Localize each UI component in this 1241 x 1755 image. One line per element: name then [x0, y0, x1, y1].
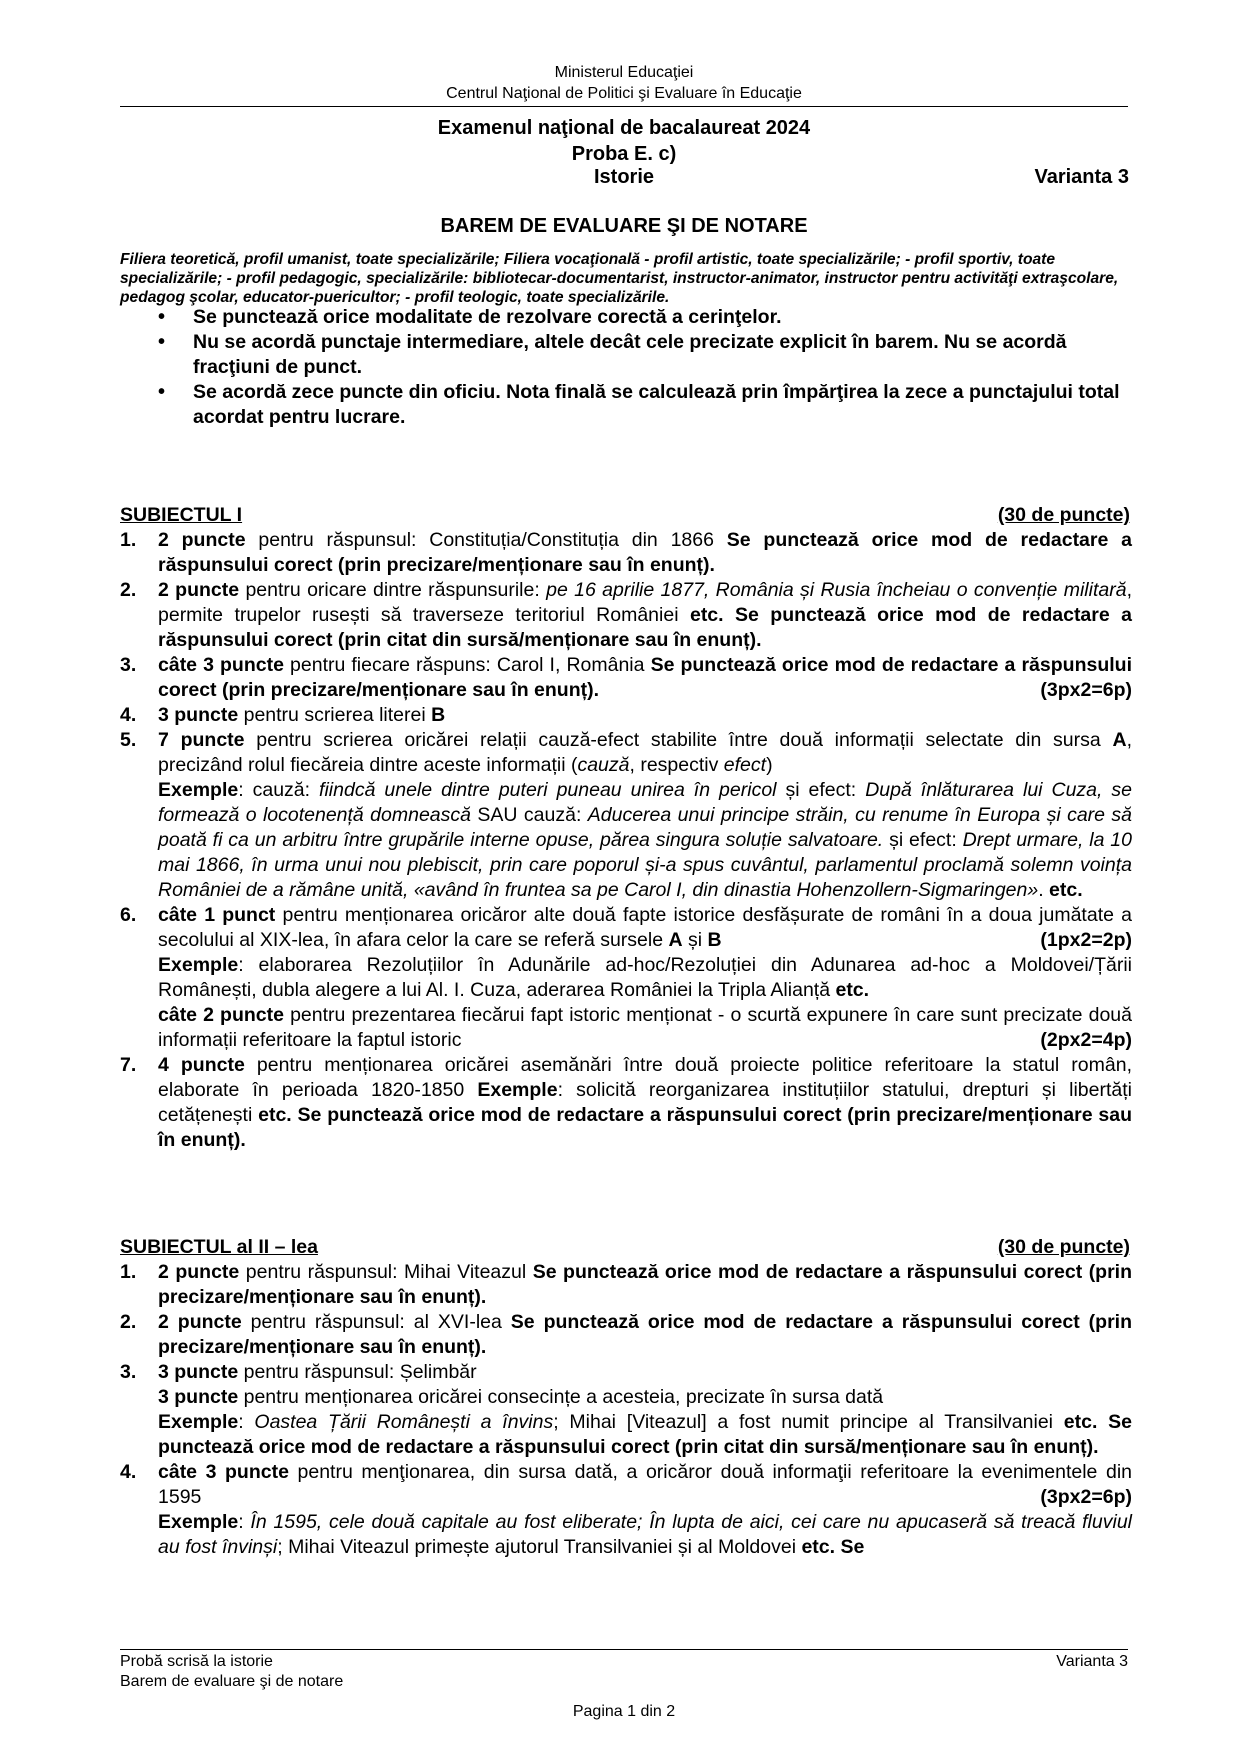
item-text: pentru răspunsul: Mihai Viteazul	[239, 1261, 533, 1283]
example-quote: Drept urmare, la 10 mai 1866, în urma unui nou plebiscit, prin care poporul și-a spus cuvântul, parlamentul proclamă solemn voința României de a rămâne unită, «având în fruntea sa pe Carol I, din dinastia Hohenzollern-Sigmaringen»	[158, 829, 1132, 901]
examples-label: Exemple	[477, 1079, 558, 1101]
examples-label: Exemple	[158, 1511, 239, 1533]
example-quote: fiindcă unele dintre puteri puneau unirea în pericol	[319, 779, 777, 801]
section-2-items	[120, 1260, 1132, 1560]
item-text: pentru fiecare răspuns: Carol I, România	[283, 654, 651, 676]
item-text: pentru menţionarea, din sursa dată, a oricăror două informaţii referitoare la evenimentele din 1595	[158, 1461, 1132, 1508]
item-number: 5.	[120, 729, 137, 751]
section-points: (30 de puncte)	[997, 504, 1130, 526]
item-points: câte 3 puncte	[158, 1461, 289, 1483]
section-title: SUBIECTUL I	[120, 504, 243, 526]
item-text: pentru menționarea oricăror alte două fapte istorice desfășurate de români în a doua jumătate a secolului al XIX-lea, în afara celor la care se referă sursele	[158, 904, 1132, 951]
item-number: 1.	[120, 1261, 137, 1283]
item-term: efect	[723, 754, 767, 776]
item-score: (3px2=6p)	[1040, 679, 1132, 701]
item-note: Se punctează orice mod de redactare a răspunsului corect (prin precizare/menționare sau în enunț).	[158, 529, 1132, 576]
item-text: pentru menționarea oricărei consecințe a acesteia, precizate în sursa dată	[238, 1386, 884, 1408]
rule-item: • Se punctează orice modalitate de rezolvare corectă a cerinţelor.	[155, 305, 1130, 330]
item-text: și	[682, 929, 708, 951]
barem-title: BAREM DE EVALUARE ŞI DE NOTARE	[440, 215, 808, 237]
variant-label: Varianta 3	[1034, 166, 1129, 188]
item-score: (3px2=6p)	[1040, 1486, 1132, 1508]
item-paragraph	[158, 1003, 1132, 1053]
item-note: etc. Se punctează orice mod de redactare a răspunsului corect (prin citat din sursă/menționare sau în enunț).	[158, 604, 1132, 651]
item-2	[120, 578, 1132, 653]
item-note: etc. Se punctează orice mod de redactare a răspunsului corect (prin precizare/menționare sau în enunț).	[158, 1104, 1132, 1151]
example-text: și efect:	[776, 779, 866, 801]
example-text: ; Mihai [Viteazul] a fost numit principe al Transilvaniei	[553, 1411, 1064, 1433]
item-text: pentru răspunsul: Șelimbăr	[238, 1361, 477, 1383]
item-number: 1.	[120, 529, 137, 551]
example-text: ; Mihai Viteazul primește ajutorul Transilvaniei și al Moldovei	[277, 1536, 802, 1558]
item-examples	[158, 953, 1132, 1003]
item-paragraph	[158, 728, 1132, 778]
item-text: pentru menționarea oricărei asemănări între două proiecte politice referitoare la statul român, elaborate în perioada 1820-1850	[158, 1054, 1132, 1101]
rule-item: • Se acordă zece puncte din oficiu. Nota finală se calculează prin împărţirea la zece a punctajului total acordat pentru lucrare.	[155, 380, 1130, 430]
item-number: 2.	[120, 579, 137, 601]
item-text: , precizând rolul fiecăreia dintre aceste informații (	[158, 729, 1132, 776]
etc-label: etc.	[835, 979, 870, 1001]
example-text: și efect:	[883, 829, 963, 851]
item-note: etc. Se	[801, 1536, 865, 1558]
item-text: pentru răspunsul: Constituția/Constituția din 1866	[245, 529, 727, 551]
item-number: 4.	[120, 1461, 137, 1483]
item-number: 6.	[120, 904, 137, 926]
item-paragraph	[158, 1385, 1132, 1410]
section-points: (30 de puncte)	[997, 1236, 1130, 1258]
section-heading-1	[120, 503, 1130, 528]
section-heading-2	[120, 1235, 1130, 1260]
subject-title: Istorie	[593, 166, 655, 188]
item-number: 4.	[120, 704, 137, 726]
item-term: cauză	[577, 754, 630, 776]
example-quote: În 1595, cele două capitale au fost eliberate; În lupta de aici, cei care nu apucaseră să treacă fluviul au fost învinși	[158, 1511, 1132, 1558]
item-3	[120, 1360, 1132, 1460]
header-divider	[120, 106, 1128, 107]
proba-title: Proba E. c)	[571, 143, 677, 165]
example-text: :	[238, 1411, 255, 1433]
example-text: : cauză:	[238, 779, 320, 801]
example-quote: Oastea Țării Românești a învins	[254, 1411, 554, 1433]
source-letter: A	[668, 929, 683, 951]
footer-left-2: Barem de evaluare şi de notare	[120, 1673, 344, 1690]
item-points: 4 puncte	[158, 1054, 245, 1076]
item-text: , permite trupelor rusești să traverseze teritoriul României	[158, 579, 1132, 626]
item-points: 2 puncte	[158, 1261, 240, 1283]
example-text: : elaborarea Rezoluțiilor în Adunările ad-hoc/Rezoluției din Adunarea ad-hoc a Moldovei/Țării Românești, dubla alegere a lui Al. I. Cuza, aderarea României la Tripla Alianță	[158, 954, 1132, 1001]
page-number: Pagina 1 din 2	[572, 1703, 676, 1720]
item-points: 3 puncte	[158, 704, 239, 726]
item-2	[120, 1310, 1132, 1360]
item-1	[120, 1260, 1132, 1310]
item-points: 2 puncte	[158, 529, 246, 551]
item-note: Se punctează orice mod de redactare a răspunsului corect (prin precizare/menționare sau în enunț).	[158, 654, 1132, 701]
item-4	[120, 1460, 1132, 1560]
item-note: Se punctează orice mod de redactare a răspunsului corect (prin precizare/menționare sau în enunț).	[158, 1311, 1132, 1358]
item-text: pentru scrierea oricărei relații cauză-efect stabilite între două informații selectate din sursa	[244, 729, 1113, 751]
item-6	[120, 903, 1132, 1053]
item-number: 2.	[120, 1311, 137, 1333]
item-paragraph	[158, 1360, 1132, 1385]
item-4	[120, 703, 1132, 728]
rule-item: • Nu se acordă punctaje intermediare, altele decât cele precizate explicit în barem. Nu se acordă fracţiuni de punct.	[155, 330, 1130, 380]
example-text: : solicită reorganizarea instituțiilor statului, drepturi și libertăți cetățenești	[158, 1079, 1132, 1126]
section-title: SUBIECTUL al II – lea	[120, 1236, 318, 1258]
item-score: (1px2=2p)	[1040, 929, 1132, 951]
item-paragraph	[158, 1460, 1132, 1510]
item-note: etc. Se punctează orice mod de redactare a răspunsului corect (prin citat din sursă/menționare sau în enunț).	[158, 1411, 1132, 1458]
item-points: 2 puncte	[158, 579, 240, 601]
item-text: pentru oricare dintre răspunsurile:	[239, 579, 547, 601]
item-note: Se punctează orice mod de redactare a răspunsului corect (prin precizare/menționare sau în enunț).	[158, 1261, 1133, 1308]
item-7	[120, 1053, 1132, 1153]
header-ministry: Ministerul Educaţiei	[554, 64, 694, 81]
item-quote: pe 16 aprilie 1877, România și Rusia încheiau o convenție militară	[546, 579, 1127, 601]
item-number: 3.	[120, 654, 137, 676]
etc-label: etc.	[1049, 879, 1083, 901]
item-points: 2 puncte	[158, 1311, 242, 1333]
item-examples	[158, 1410, 1132, 1460]
item-paragraph	[158, 903, 1132, 953]
source-letter: A	[1112, 729, 1127, 751]
item-1	[120, 528, 1132, 578]
footer-variant: Varianta 3	[1056, 1653, 1128, 1670]
item-examples	[158, 1510, 1132, 1560]
item-text: pentru scrierea literei	[238, 704, 432, 726]
item-points: câte 3 puncte	[158, 654, 284, 676]
header-center: Centrul Naţional de Politici şi Evaluare în Educaţie	[446, 85, 802, 102]
example-text: :	[238, 1511, 251, 1533]
source-letter: B	[707, 929, 722, 951]
example-quote: După înlăturarea lui Cuza, se formează o locotenență domnească	[158, 779, 1132, 826]
item-5	[120, 728, 1132, 903]
item-text: pentru răspunsul: al XVI-lea	[241, 1311, 511, 1333]
section-1-items	[120, 528, 1132, 1153]
item-number: 3.	[120, 1361, 137, 1383]
examples-label: Exemple	[158, 954, 239, 976]
example-text: SAU cauză:	[471, 804, 588, 826]
item-text: pentru prezentarea fiecărui fapt istoric menționat - o scurtă expunere în care sunt precizate două informații referitoare la faptul istoric	[158, 1004, 1132, 1051]
example-text: .	[1038, 879, 1050, 901]
item-3	[120, 653, 1132, 703]
examples-label: Exemple	[158, 1411, 239, 1433]
item-examples	[158, 778, 1132, 903]
item-points: câte 2 puncte	[158, 1004, 284, 1026]
item-letter: B	[431, 704, 446, 726]
footer-divider	[120, 1649, 1128, 1650]
item-points: 3 puncte	[158, 1386, 239, 1408]
exam-title: Examenul naţional de bacalaureat 2024	[437, 117, 811, 139]
item-number: 7.	[120, 1054, 137, 1076]
item-text: , respectiv	[629, 754, 724, 776]
example-quote: Aducerea unui principe străin, cu renume în Europa și care să poată fi ca un arbitru între grupările interne opuse, părea singura soluție salvatoare.	[158, 804, 1133, 851]
filiera-text: Filiera teoretică, profil umanist, toate specializările; Filiera vocaţională - profil artistic, toate specializările; - profil sportiv, toate specializările; - profil pedagogic, specializările: bibliotecar-documentarist, instructor-animator, instructor pentru activităţi extraşcolare, pedagog şcolar, educator-puericultor; - profil teologic, toate specializările.	[120, 251, 1119, 306]
general-rules-list	[155, 305, 1130, 430]
item-points: 3 puncte	[158, 1361, 239, 1383]
item-points: câte 1 punct	[158, 904, 276, 926]
examples-label: Exemple	[158, 779, 239, 801]
footer-left-1: Probă scrisă la istorie	[120, 1653, 273, 1670]
item-text: )	[766, 754, 773, 776]
item-score: (2px2=4p)	[1040, 1029, 1132, 1051]
item-points: 7 puncte	[158, 729, 245, 751]
